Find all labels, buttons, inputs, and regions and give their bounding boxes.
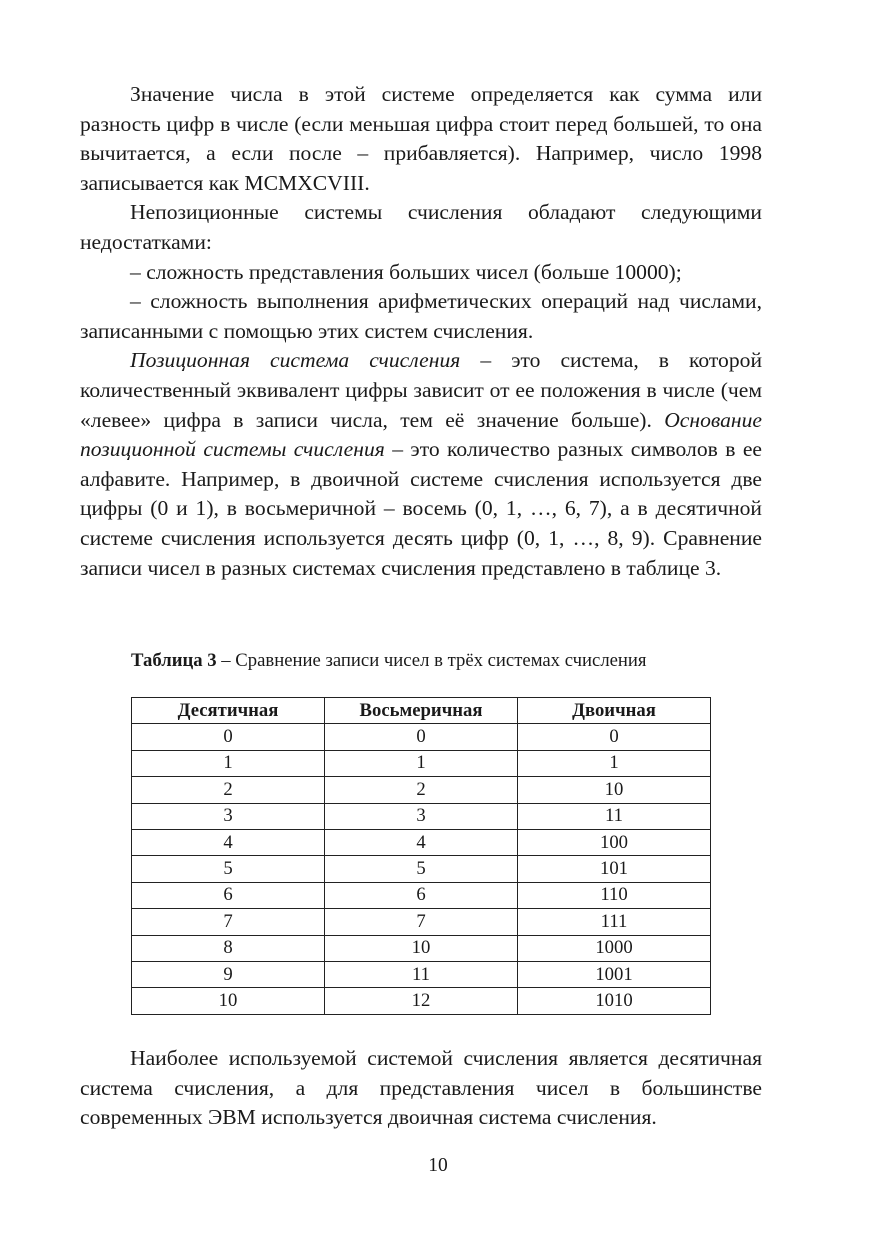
table-header-row	[132, 698, 711, 724]
cell-decimal: 3	[132, 803, 325, 829]
paragraph-nonpositional-drawbacks: Непозиционные системы счисления обладают следующими недостатками:	[80, 200, 762, 254]
drawback-item-large-numbers: – сложность представления больших чисел (больше 10000);	[130, 259, 682, 284]
cell-binary: 10	[518, 777, 711, 803]
cell-binary: 1010	[518, 988, 711, 1014]
definition-text-2: – это количество разных символов в ее алфавите. Например, в двоичной системе счисления используется две цифры (0 и 1), в восьмеричной – восемь (0, 1, …, 6, 7), а в десятичной системе счисления используется десять цифр (0, 1, …, 8, 9). Сравнение записи чисел в разных системах счисления представлено в таблице 3.	[80, 437, 762, 580]
paragraph-positional-definition	[80, 346, 762, 583]
page-number: 10	[428, 1155, 448, 1176]
cell-octal: 11	[325, 961, 518, 987]
cell-octal: 7	[325, 909, 518, 935]
header-decimal: Десятичная	[132, 698, 325, 724]
table-caption-label: Таблица 3	[131, 650, 217, 671]
header-octal: Восьмеричная	[325, 698, 518, 724]
table-row	[132, 988, 711, 1014]
cell-decimal: 1	[132, 750, 325, 776]
table-row	[132, 856, 711, 882]
cell-octal: 5	[325, 856, 518, 882]
paragraph-conclusion: Наиболее используемой системой счисления является десятичная система счисления, а для представления чисел в большинстве современных ЭВМ используется двоичная система счисления.	[80, 1046, 762, 1130]
body-text-top	[80, 80, 762, 583]
cell-octal: 1	[325, 750, 518, 776]
table-row	[132, 803, 711, 829]
cell-decimal: 4	[132, 829, 325, 855]
definition-text-1: – это система, в которой количественный эквивалент цифры зависит от ее положения в числе (чем «левее» цифра в записи числа, тем её значение больше).	[80, 348, 763, 432]
cell-octal: 2	[325, 777, 518, 803]
table-row	[132, 909, 711, 935]
table-caption-text: – Сравнение записи чисел в трёх системах счисления	[216, 650, 647, 671]
cell-binary: 100	[518, 829, 711, 855]
cell-decimal: 10	[132, 988, 325, 1014]
cell-decimal: 0	[132, 724, 325, 750]
term-base: Основание позиционной системы счисления	[80, 407, 762, 462]
cell-decimal: 7	[132, 909, 325, 935]
cell-binary: 1001	[518, 961, 711, 987]
cell-binary: 1	[518, 750, 711, 776]
cell-octal: 10	[325, 935, 518, 961]
table-caption	[131, 648, 647, 674]
cell-binary: 1000	[518, 935, 711, 961]
table-row	[132, 750, 711, 776]
cell-binary: 110	[518, 882, 711, 908]
table-row	[132, 829, 711, 855]
cell-binary: 11	[518, 803, 711, 829]
table-row	[132, 724, 711, 750]
cell-octal: 6	[325, 882, 518, 908]
cell-decimal: 8	[132, 935, 325, 961]
cell-octal: 12	[325, 988, 518, 1014]
cell-octal: 0	[325, 724, 518, 750]
term-positional-system: Позиционная система счисления	[130, 348, 461, 373]
table-row	[132, 882, 711, 908]
cell-decimal: 2	[132, 777, 325, 803]
cell-octal: 3	[325, 803, 518, 829]
table-row	[132, 777, 711, 803]
cell-binary: 0	[518, 724, 711, 750]
drawback-item-arithmetic: – сложность выполнения арифметических операций над числами, записанными с помощью этих систем счисления.	[80, 289, 762, 343]
table-row	[132, 935, 711, 961]
table-row	[132, 961, 711, 987]
cell-octal: 4	[325, 829, 518, 855]
header-binary: Двоичная	[518, 698, 711, 724]
cell-binary: 111	[518, 909, 711, 935]
cell-decimal: 9	[132, 961, 325, 987]
cell-decimal: 5	[132, 856, 325, 882]
cell-decimal: 6	[132, 882, 325, 908]
cell-binary: 101	[518, 856, 711, 882]
body-text-bottom	[80, 1044, 762, 1133]
paragraph-roman-value: Значение числа в этой системе определяется как сумма или разность цифр в числе (если меньшая цифра стоит перед большей, то она вычитается, а если после – прибавляется). Например, число 1998 записывается как MCMXCVIII.	[80, 82, 762, 195]
number-systems-table	[131, 697, 711, 1015]
